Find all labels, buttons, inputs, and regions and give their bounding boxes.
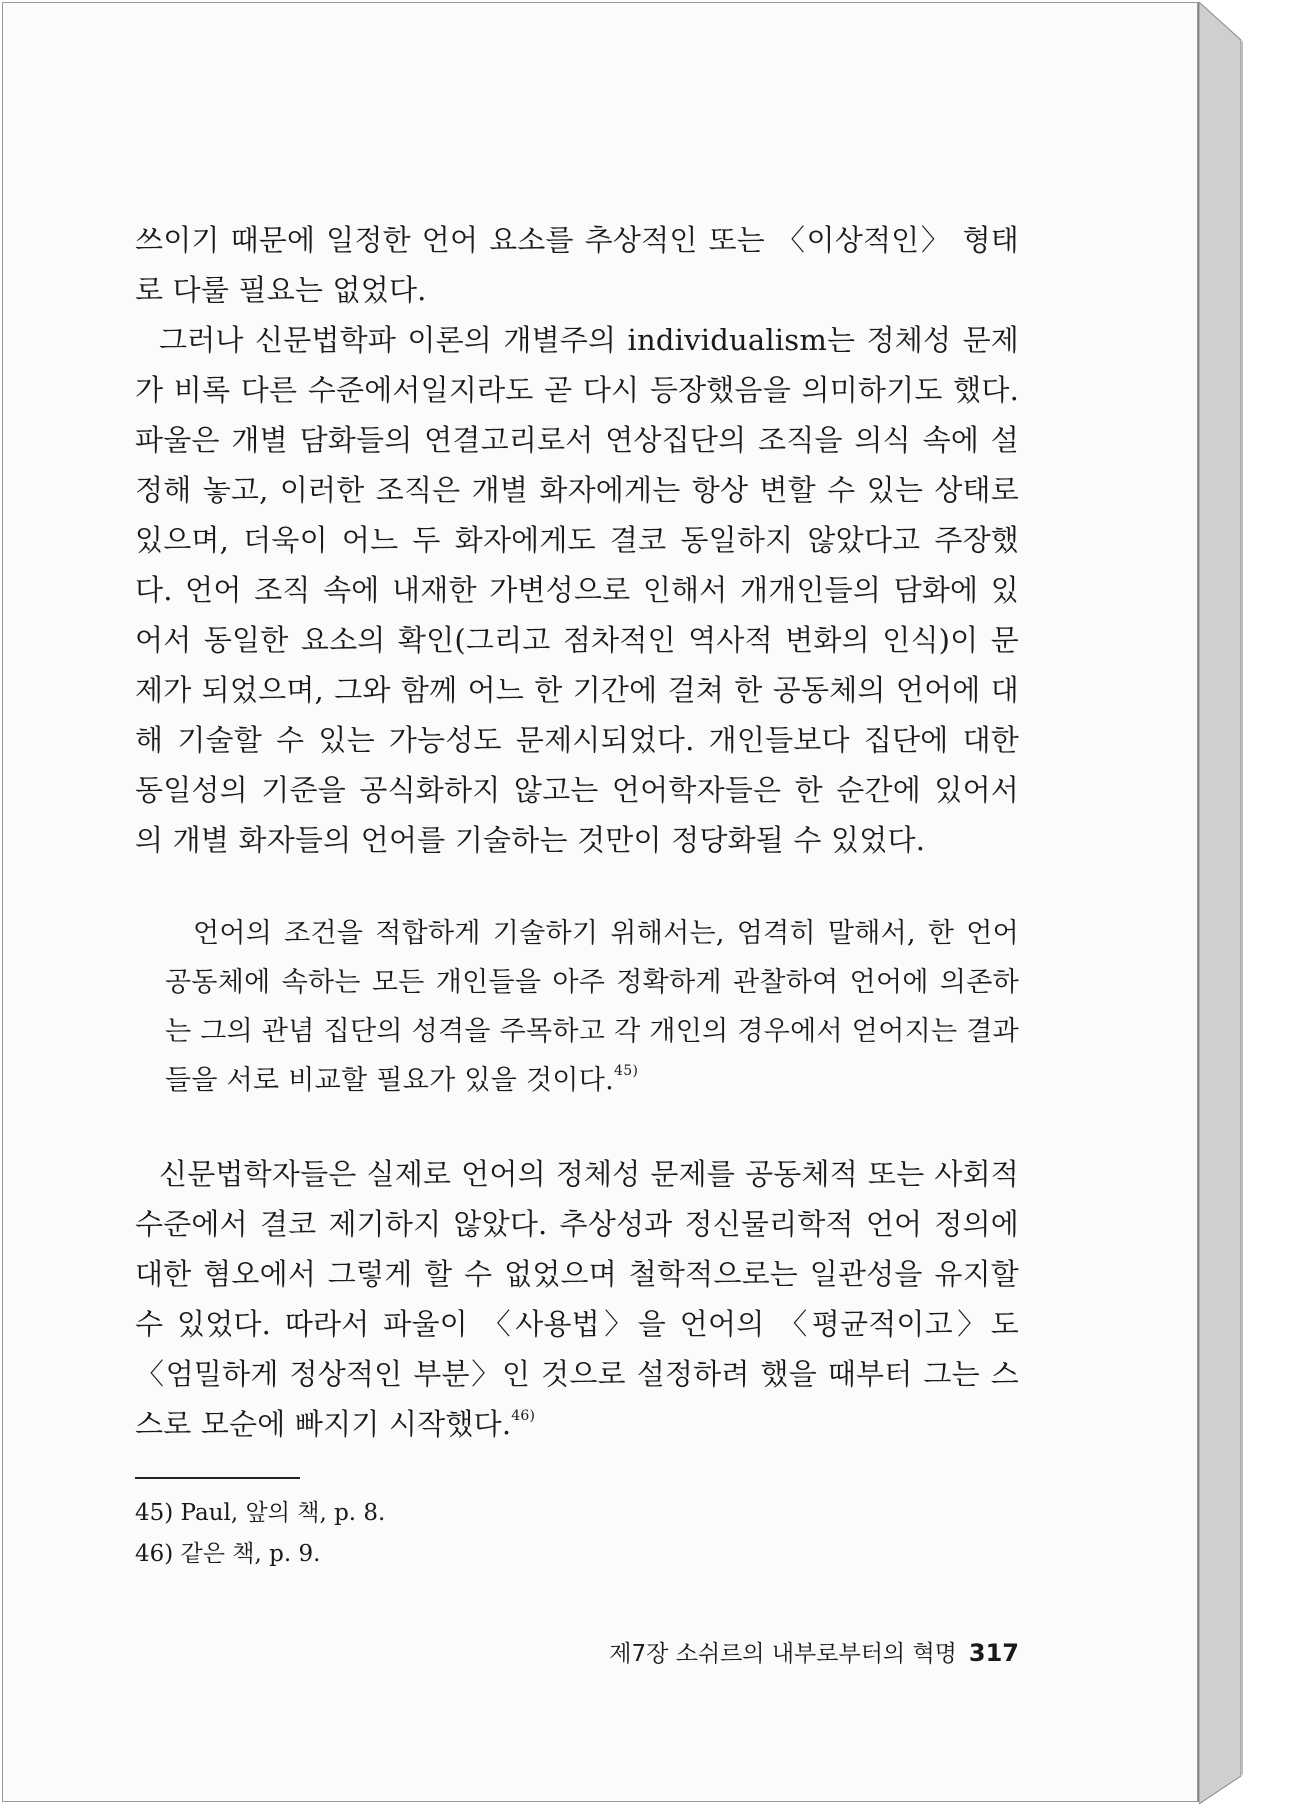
page-footer <box>135 1635 1019 1668</box>
footnote-ref: 45) <box>614 1063 639 1079</box>
quote-text: 언어의 조건을 적합하게 기술하기 위해서는, 엄격히 말해서, 한 언어공동체에 속하는 모든 개인들을 아주 정확하게 관찰하여 언어에 의존하는 그의 관념 집단의 성격을 주목하고 각 개인의 경우에서 얻어지는 결과들을 서로 비교할 필요가 있을 것이다. <box>165 918 1019 1096</box>
page-number: 317 <box>968 1639 1019 1667</box>
book-page <box>2 2 1198 1802</box>
footnote: 46) 같은 책, p. 9. <box>135 1541 321 1567</box>
paragraph: 쓰이기 때문에 일정한 언어 요소를 추상적인 또는 〈이상적인〉 형태로 다룰 필요는 없었다. <box>135 223 1019 307</box>
page-body <box>135 215 1019 1575</box>
block-quote <box>165 909 1019 1105</box>
footnote-divider <box>135 1477 300 1479</box>
footnote-ref: 46) <box>511 1408 536 1424</box>
chapter-title: 제7장 소쉬르의 내부로부터의 혁명 <box>609 1641 957 1667</box>
book-edge <box>1199 2 1299 1804</box>
footnote: 45) Paul, 앞의 책, p. 8. <box>135 1500 386 1526</box>
paragraph: 그러나 신문법학파 이론의 개별주의 individualism는 정체성 문제가 비록 다른 수준에서일지라도 곧 다시 등장했음을 의미하기도 했다. 파울은 개별 담화들의 연결고리로서 연상집단의 조직을 의식 속에 설정해 놓고, 이러한 조직은 개별 화자에게는 항상 변할 수 있는 상태로 있으며, 더욱이 어느 두 화자에게도 결코 동일하지 않았다고 주장했다. 언어 조직 속에 내재한 가변성으로 인해서 개개인들의 담화에 있어서 동일한 요소의 확인(그리고 점차적인 역사적 변화의 인식)이 문제가 되었으며, 그와 함께 어느 한 기간에 걸쳐 한 공동체의 언어에 대해 기술할 수 있는 가능성도 문제시되었다. 개인들보다 집단에 대한 동일성의 기준을 공식화하지 않고는 언어학자들은 한 순간에 있어서의 개별 화자들의 언어를 기술하는 것만이 정당화될 수 있었다. <box>135 323 1019 857</box>
paragraph-text: 신문법학자들은 실제로 언어의 정체성 문제를 공동체적 또는 사회적 수준에서 결코 제기하지 않았다. 추상성과 정신물리학적 언어 정의에 대한 혐오에서 그렇게 할 수 없었으며 철학적으로는 일관성을 유지할 수 있었다. 따라서 파울이 〈사용법〉을 언어의 〈평균적이고〉도 〈엄밀하게 정상적인 부분〉인 것으로 설정하려 했을 때부터 그는 스스로 모순에 빠지기 시작했다. <box>135 1157 1019 1441</box>
paragraph <box>135 1149 1019 1449</box>
